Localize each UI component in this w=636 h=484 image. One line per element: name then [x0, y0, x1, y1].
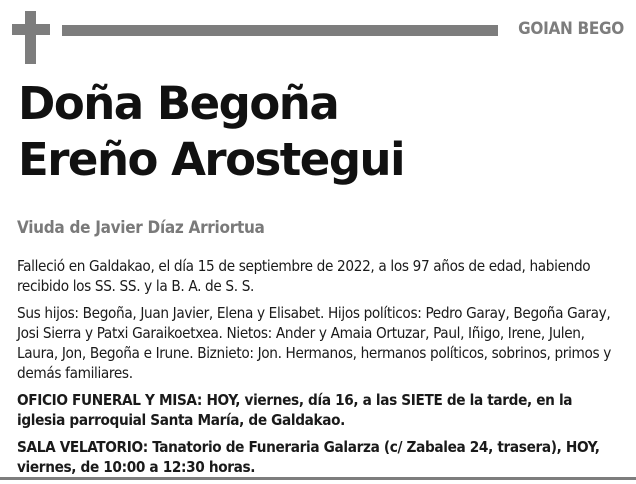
brand-label: GOIAN BEGO	[518, 19, 624, 39]
name-line-1: Doña Begoña	[18, 77, 339, 130]
death-paragraph: Falleció en Galdakao, el día 15 de septiembre de 2022, a los 97 años de edad, habiendo recibido los SS. SS. y la B. A. de S. S.	[17, 257, 591, 295]
cross-icon	[0, 0, 60, 64]
header-rule	[62, 25, 498, 36]
funeral-paragraph: OFICIO FUNERAL Y MISA: HOY, viernes, día 16, a las SIETE de la tarde, en la iglesia parroquial Santa María, de Galdakao.	[17, 391, 573, 429]
wake-paragraph: SALA VELATORIO: Tanatorio de Funeraria Galarza (c/ Zabalea 24, trasera), HOY, viernes, de 10:00 a 12:30 horas.	[17, 438, 600, 476]
widow-subtitle: Viuda de Javier Díaz Arriortua	[17, 218, 265, 238]
family-paragraph: Sus hijos: Begoña, Juan Javier, Elena y Elisabet. Hijos políticos: Pedro Garay, Begoña Garay, Josi Sierra y Patxi Garaikoetxea. Nietos: Ander y Amaia Ortuzar, Paul, Iñigo, Irene, Julen, Laura, Jon, Begoña e Irune. Biznieto: Jon. Hermanos, hermanos políticos, sobrinos, primos y demás familiares.	[17, 304, 611, 382]
name-line-2: Ereño Arostegui	[18, 133, 404, 186]
obituary-body	[17, 256, 621, 484]
deceased-name	[18, 76, 404, 188]
